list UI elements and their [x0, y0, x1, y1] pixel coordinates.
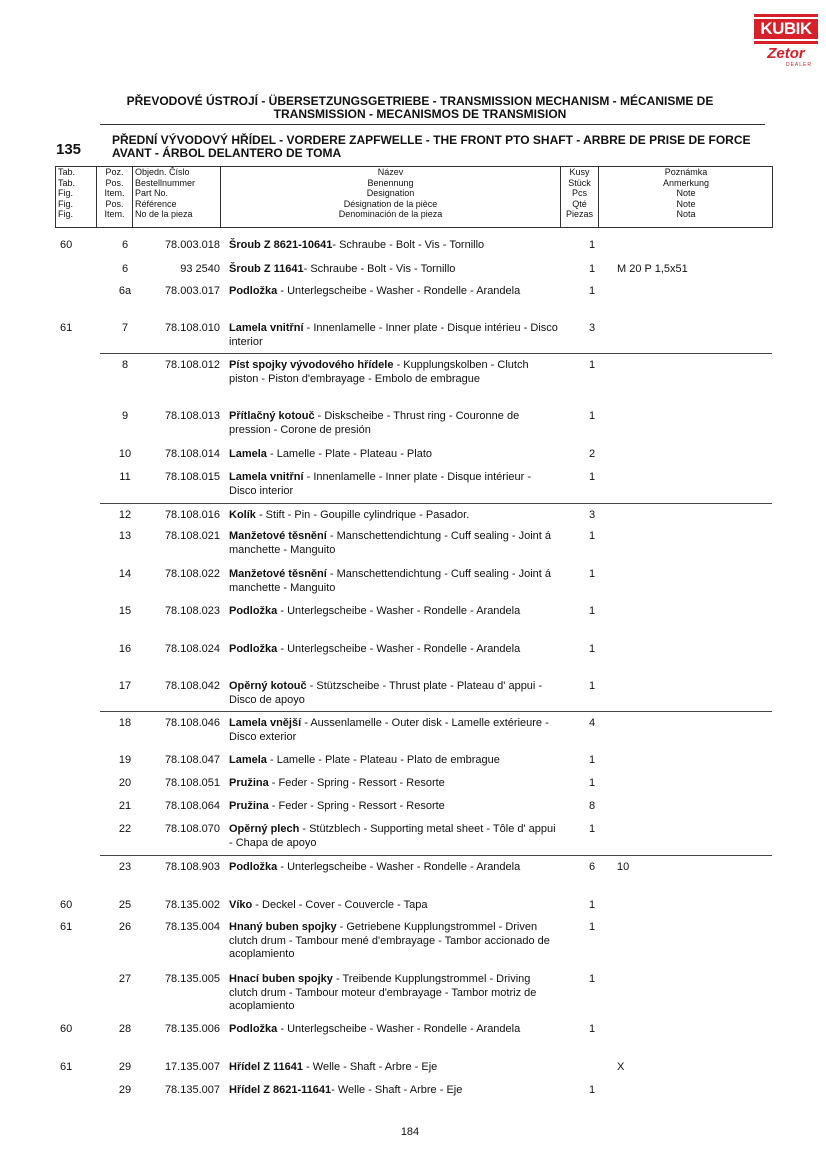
row-part-number: 78.135.006: [164, 1023, 220, 1035]
kubik-zetor-logo: [754, 14, 818, 72]
row-description: [229, 823, 559, 850]
row-part-number: 78.135.005: [164, 973, 220, 985]
row-quantity: 4: [588, 717, 596, 729]
row-part-number: 78.108.047: [164, 754, 220, 766]
row-position: 23: [118, 861, 132, 873]
row-quantity: 2: [588, 448, 596, 460]
row-tab: 60: [60, 1023, 73, 1035]
row-name-cz: Podložka: [229, 643, 278, 655]
row-position: 16: [118, 643, 132, 655]
group-divider: [100, 855, 772, 856]
row-name-translations: - Welle - Shaft - Arbre - Eje: [331, 1084, 463, 1096]
row-name-translations: - Lamelle - Plate - Plateau - Plato de embrague: [266, 754, 500, 766]
row-part-number: 78.108.070: [164, 823, 220, 835]
row-part-number: 78.108.015: [164, 471, 220, 483]
row-position: 14: [118, 568, 132, 580]
row-part-number: 17.135.007: [164, 1061, 220, 1073]
header-note: Poznámka Anmerkung Note Note Nota: [598, 166, 773, 228]
row-position: 15: [118, 605, 132, 617]
row-name-translations: - Lamelle - Plate - Plateau - Plato: [266, 448, 432, 460]
group-divider: [100, 711, 772, 712]
row-part-number: 78.108.024: [164, 643, 220, 655]
table-header: [55, 166, 773, 228]
row-tab: 61: [60, 322, 73, 334]
logo-sub: Zetor: [767, 45, 805, 62]
row-position: 20: [118, 777, 132, 789]
row-position: 13: [118, 530, 132, 542]
row-name-cz: Lamela vnější: [229, 717, 302, 729]
row-name-cz: Pružina: [229, 777, 269, 789]
row-name-translations: - Unterlegscheibe - Washer - Rondelle - Arandela: [277, 285, 521, 297]
row-name-translations: - Getriebene Kupplungstrommel - Driven clutch drum - Tambour mené d'embrayage - Tambor accionado de acoplamiento: [229, 921, 550, 960]
row-position: 28: [118, 1023, 132, 1035]
row-name-cz: Hřídel Z 8621-11641: [229, 1084, 332, 1096]
row-quantity: 1: [588, 921, 596, 933]
row-position: 12: [118, 509, 132, 521]
row-position: 21: [118, 800, 132, 812]
row-position: 25: [118, 899, 132, 911]
row-position: 6a: [118, 285, 132, 297]
row-description: [229, 921, 559, 962]
row-name-cz: Manžetové těsnění: [229, 568, 327, 580]
row-quantity: 1: [588, 777, 596, 789]
row-position: 10: [118, 448, 132, 460]
row-description: [229, 530, 559, 557]
row-name-cz: Píst spojky vývodového hřídele: [229, 359, 394, 371]
row-name-cz: Hnací buben spojky: [229, 973, 333, 985]
row-part-number: 78.108.023: [164, 605, 220, 617]
row-name-translations: - Schraube - Bolt - Vis - Tornillo: [332, 239, 485, 251]
header-quantity: Kusy Stück Pcs Qté Piezas: [560, 166, 598, 228]
row-description: [229, 643, 559, 657]
row-position: 27: [118, 973, 132, 985]
row-position: 17: [118, 680, 132, 692]
row-name-translations: - Feder - Spring - Ressort - Resorte: [268, 800, 445, 812]
row-description: [229, 754, 559, 768]
row-name-cz: Podložka: [229, 285, 278, 297]
row-name-cz: Šroub Z 11641: [229, 263, 304, 275]
row-part-number: 78.108.016: [164, 509, 220, 521]
row-name-translations: - Manschettendichtung - Cuff sealing - Joint á manchette - Manguito: [229, 530, 552, 556]
row-quantity: 3: [588, 322, 596, 334]
row-name-cz: Lamela: [229, 754, 267, 766]
row-name-cz: Podložka: [229, 1023, 278, 1035]
row-name-translations: - Innenlamelle - Inner plate - Disque intérieur - Disco interior: [229, 471, 532, 497]
row-name-cz: Hřídel Z 11641: [229, 1061, 303, 1073]
row-part-number: 78.003.017: [164, 285, 220, 297]
row-description: [229, 680, 559, 707]
row-description: [229, 717, 559, 744]
row-quantity: 1: [588, 239, 596, 251]
row-description: [229, 285, 559, 299]
row-part-number: 78.135.007: [164, 1084, 220, 1096]
row-name-translations: - Unterlegscheibe - Washer - Rondelle - Arandela: [277, 605, 521, 617]
row-name-cz: Víko: [229, 899, 253, 911]
row-part-number: 78.108.046: [164, 717, 220, 729]
row-name-translations: - Deckel - Cover - Couvercle - Tapa: [252, 899, 428, 911]
row-tab: 60: [60, 239, 73, 251]
row-description: [229, 861, 559, 875]
section-title: PŘEVODOVÉ ÚSTROJÍ - ÜBERSETZUNGSGETRIEBE - TRANSMISSION MECHANISM - MÉCANISME DE TRANSMISSION - MECANISMOS DE TRANSMISION: [126, 94, 714, 121]
row-name-cz: Opěrný plech: [229, 823, 300, 835]
row-note: 10: [617, 861, 630, 873]
row-part-number: 78.135.002: [164, 899, 220, 911]
row-name-cz: Přítlačný kotouč: [229, 410, 315, 422]
row-name-cz: Lamela vnitřní: [229, 322, 304, 334]
row-name-translations: - Unterlegscheibe - Washer - Rondelle - Arandela: [277, 1023, 521, 1035]
divider: [100, 124, 765, 125]
row-quantity: 3: [588, 509, 596, 521]
logo-dealer: DEALER: [785, 62, 812, 68]
row-description: [229, 973, 559, 1014]
row-quantity: 1: [588, 359, 596, 371]
row-name-translations: - Unterlegscheibe - Washer - Rondelle - Arandela: [277, 861, 521, 873]
row-position: 29: [118, 1084, 132, 1096]
row-position: 18: [118, 717, 132, 729]
row-name-cz: Podložka: [229, 861, 278, 873]
row-quantity: 1: [588, 823, 596, 835]
row-part-number: 93 2540: [180, 263, 220, 275]
row-name-translations: - Welle - Shaft - Arbre - Eje: [303, 1061, 438, 1073]
row-description: [229, 471, 559, 498]
row-tab: 61: [60, 1061, 73, 1073]
row-quantity: 1: [588, 680, 596, 692]
logo-brand: KUBIK: [754, 14, 818, 44]
row-description: [229, 568, 559, 595]
row-part-number: 78.135.004: [164, 921, 220, 933]
row-position: 11: [119, 471, 131, 483]
row-description: [229, 448, 559, 462]
row-position: 9: [121, 410, 129, 422]
row-name-translations: - Diskscheibe - Thrust ring - Couronne de pression - Corone de presión: [229, 410, 520, 436]
row-quantity: 1: [588, 643, 596, 655]
row-position: 6: [121, 239, 129, 251]
row-name-cz: Manžetové těsnění: [229, 530, 327, 542]
row-quantity: 6: [588, 861, 596, 873]
row-quantity: 1: [588, 285, 596, 297]
row-name-translations: - Manschettendichtung - Cuff sealing - Joint á manchette - Manguito: [229, 568, 552, 594]
row-part-number: 78.108.042: [164, 680, 220, 692]
row-position: 19: [118, 754, 132, 766]
row-name-translations: - Stützblech - Supporting metal sheet - Tôle d' appui - Chapa de apoyo: [229, 823, 556, 849]
row-quantity: 1: [588, 973, 596, 985]
row-note: M 20 P 1,5x51: [617, 263, 688, 275]
row-position: 6: [121, 263, 129, 275]
row-name-translations: - Aussenlamelle - Outer disk - Lamelle extérieure - Disco exterior: [229, 717, 549, 743]
row-part-number: 78.108.051: [164, 777, 220, 789]
row-name-cz: Hnaný buben spojky: [229, 921, 337, 933]
row-description: [229, 1061, 559, 1075]
row-quantity: 1: [588, 1023, 596, 1035]
row-position: 26: [118, 921, 132, 933]
row-quantity: 1: [588, 568, 596, 580]
row-description: [229, 777, 559, 791]
row-position: 29: [118, 1061, 132, 1073]
header-poz: Poz. Pos. Item. Pos. Item.: [96, 166, 132, 228]
row-name-cz: Lamela vnitřní: [229, 471, 304, 483]
row-tab: 61: [60, 921, 73, 933]
row-name-cz: Šroub Z 8621-10641: [229, 239, 333, 251]
row-part-number: 78.108.014: [164, 448, 220, 460]
row-position: 7: [121, 322, 129, 334]
page-number: 184: [400, 1126, 420, 1138]
row-description: [229, 899, 559, 913]
row-part-number: 78.108.022: [164, 568, 220, 580]
table-title: PŘEDNÍ VÝVODOVÝ HŘÍDEL - VORDERE ZAPFWELLE - THE FRONT PTO SHAFT - ARBRE DE PRISE DE FORCE AVANT - ÁRBOL DELANTERO DE TOMA: [112, 133, 751, 160]
row-tab: 60: [60, 899, 73, 911]
row-description: [229, 800, 559, 814]
row-name-cz: Opěrný kotouč: [229, 680, 307, 692]
row-description: [229, 509, 559, 523]
row-quantity: 1: [588, 530, 596, 542]
row-description: [229, 359, 559, 386]
row-quantity: 1: [588, 263, 596, 275]
row-name-cz: Kolík: [229, 509, 256, 521]
row-part-number: 78.108.903: [164, 861, 220, 873]
row-name-translations: - Schraube - Bolt - Vis - Tornillo: [303, 263, 456, 275]
row-name-cz: Lamela: [229, 448, 267, 460]
header-order-number: Objedn. Číslo Bestellnummer Part No. Référence No de la pieza: [132, 166, 220, 228]
row-note: X: [617, 1061, 625, 1073]
row-name-translations: - Kupplungskolben - Clutch piston - Piston d'embrayage - Embolo de embrague: [229, 359, 529, 385]
table-number: 135: [56, 141, 82, 158]
row-description: [229, 322, 559, 349]
row-name-translations: - Treibende Kupplungstrommel - Driving clutch drum - Tambour moteur d'embrayage - Tambor motriz de acoplamiento: [229, 973, 537, 1012]
row-part-number: 78.108.010: [164, 322, 220, 334]
row-part-number: 78.003.018: [164, 239, 220, 251]
row-quantity: 1: [588, 410, 596, 422]
row-quantity: 1: [588, 605, 596, 617]
row-description: [229, 239, 559, 253]
row-part-number: 78.108.012: [164, 359, 220, 371]
row-name-translations: - Unterlegscheibe - Washer - Rondelle - Arandela: [277, 643, 521, 655]
header-name: Název Benennung Designation Désignation de la pièce Denominación de la pieza: [220, 166, 560, 228]
row-position: 8: [121, 359, 129, 371]
row-description: [229, 410, 559, 437]
row-part-number: 78.108.013: [164, 410, 220, 422]
header-tab: Tab. Tab. Fig. Fig. Fig.: [55, 166, 96, 228]
row-part-number: 78.108.021: [164, 530, 220, 542]
row-description: [229, 605, 559, 619]
row-name-cz: Podložka: [229, 605, 278, 617]
row-name-cz: Pružina: [229, 800, 269, 812]
row-description: [229, 1023, 559, 1037]
group-divider: [100, 503, 772, 504]
row-quantity: 1: [588, 754, 596, 766]
row-name-translations: - Stützscheibe - Thrust plate - Plateau d' appui - Disco de apoyo: [229, 680, 543, 706]
row-quantity: 1: [588, 899, 596, 911]
row-quantity: 8: [588, 800, 596, 812]
row-name-translations: - Innenlamelle - Inner plate - Disque intérieu - Disco interior: [229, 322, 558, 348]
row-name-translations: - Feder - Spring - Ressort - Resorte: [268, 777, 445, 789]
row-name-translations: - Stift - Pin - Goupille cylindrique - Pasador.: [255, 509, 470, 521]
row-description: [229, 263, 559, 277]
row-quantity: 1: [588, 471, 596, 483]
group-divider: [100, 353, 772, 354]
row-position: 22: [118, 823, 132, 835]
row-description: [229, 1084, 559, 1098]
row-quantity: 1: [588, 1084, 596, 1096]
row-part-number: 78.108.064: [164, 800, 220, 812]
